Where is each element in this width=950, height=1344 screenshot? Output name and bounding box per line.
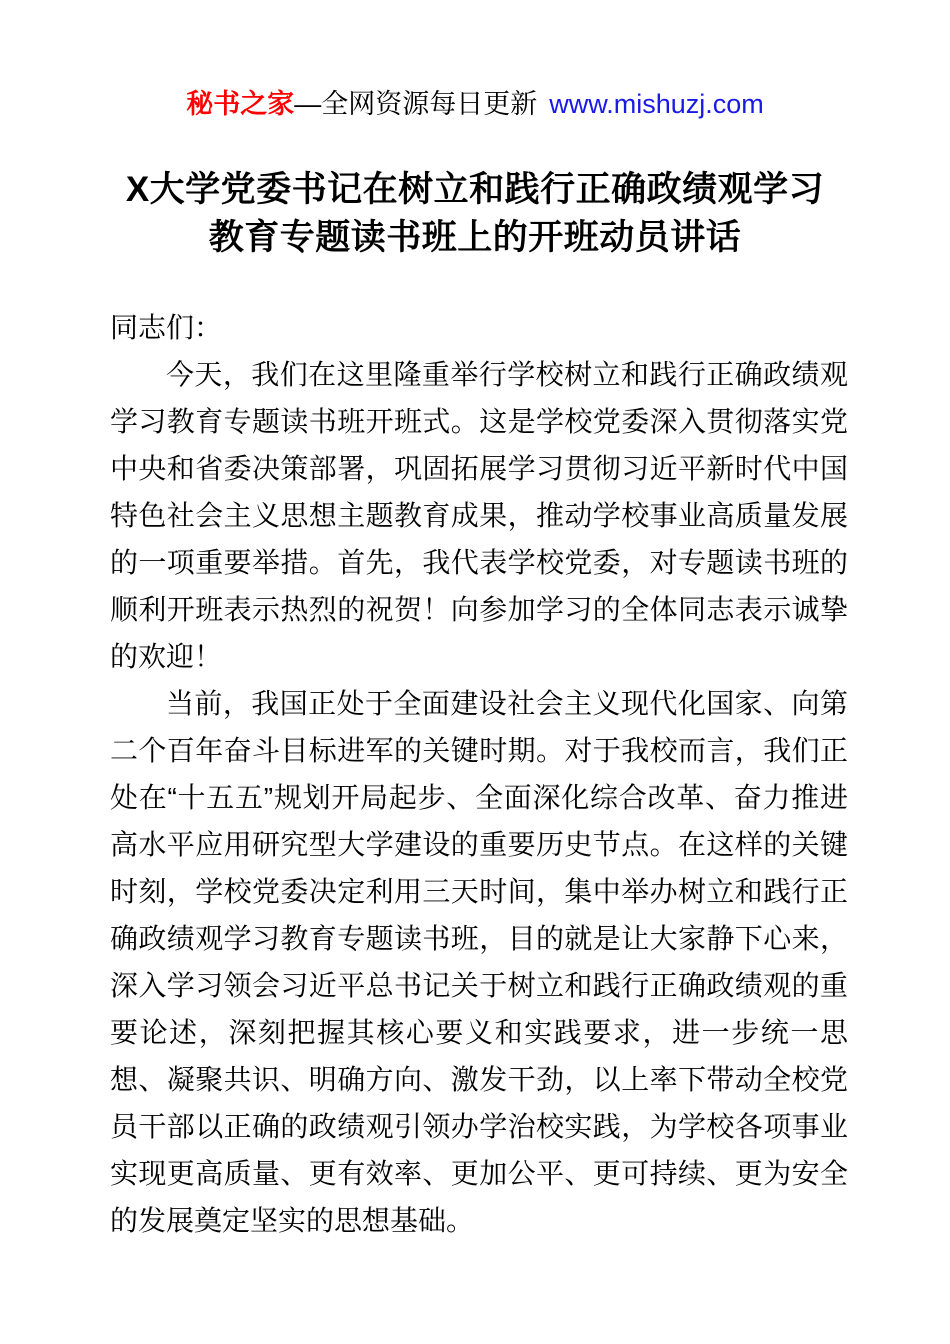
site-url[interactable]: www.mishuzj.com: [549, 89, 764, 119]
document-body: [110, 304, 848, 1244]
site-banner: [0, 0, 950, 120]
paragraph-1: 今天，我们在这里隆重举行学校树立和践行正确政绩观学习教育专题读书班开班式。这是学校党委深入贯彻落实党中央和省委决策部署，巩固拓展学习贯彻习近平新时代中国特色社会主义思想主题教育成果，推动学校事业高质量发展的一项重要举措。首先，我代表学校党委，对专题读书班的顺利开班表示热烈的祝贺！向参加学习的全体同志表示诚挚的欢迎！: [110, 359, 848, 672]
dash-separator: —: [294, 89, 322, 119]
page-title: X大学党委书记在树立和践行正确政绩观学习教育专题读书班上的开班动员讲话: [125, 170, 825, 257]
site-brand: 秘书之家: [186, 89, 295, 119]
salutation: 同志们：: [110, 312, 223, 343]
site-tagline: 全网资源每日更新: [321, 89, 538, 119]
paragraph-2: 当前，我国正处于全面建设社会主义现代化国家、向第二个百年奋斗目标进军的关键时期。对于我校而言，我们正处在“十五五”规划开局起步、全面深化综合改革、奋力推进高水平应用研究型大学建设的重要历史节点。在这样的关键时刻，学校党委决定利用三天时间，集中举办树立和践行正确政绩观学习教育专题读书班，目的就是让大家静下心来，深入学习领会习近平总书记关于树立和践行正确政绩观的重要论述，深刻把握其核心要义和实践要求，进一步统一思想、凝聚共识、明确方向、激发干劲，以上率下带动全校党员干部以正确的政绩观引领办学治校实践，为学校各项事业实现更高质量、更有效率、更加公平、更可持续、更为安全的发展奠定坚实的思想基础。: [110, 688, 848, 1236]
